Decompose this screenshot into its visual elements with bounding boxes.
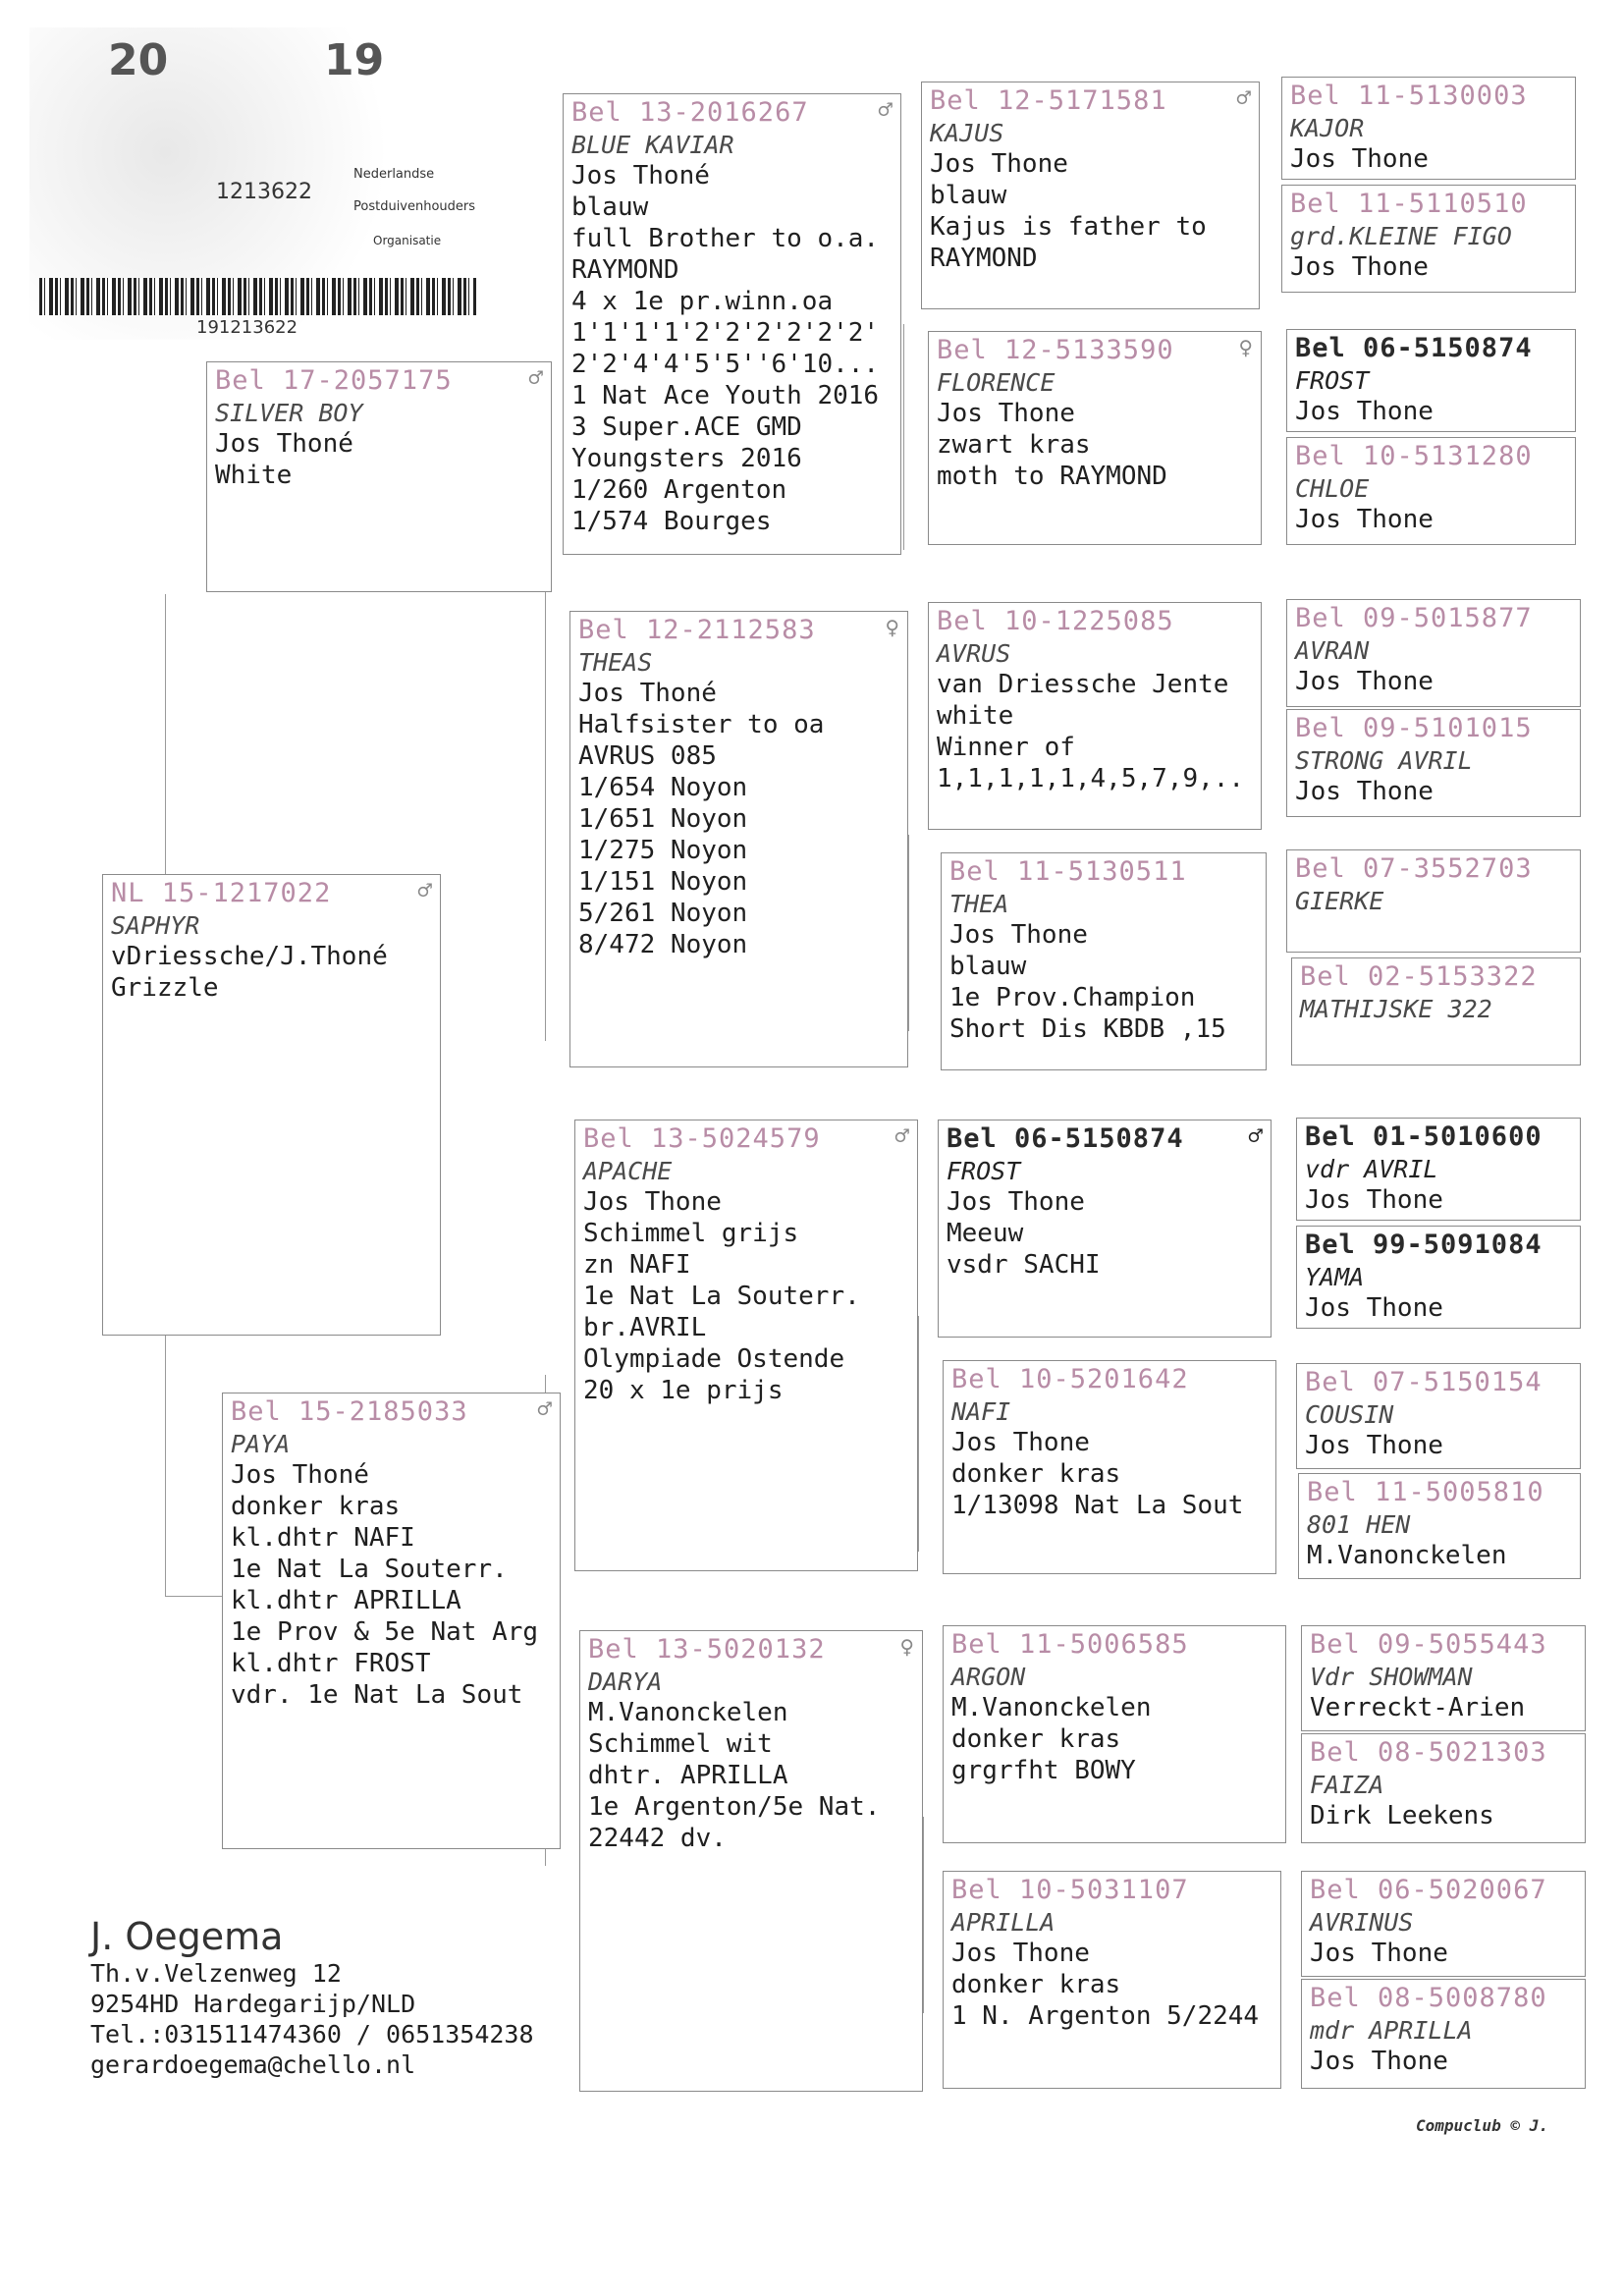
g4-card-14: [1301, 1733, 1586, 1843]
g3-line: Jos Thone: [930, 149, 1068, 179]
g2-line: 1e Nat La Souterr.: [583, 1282, 860, 1311]
g3-line: Jos Thone: [947, 1187, 1085, 1217]
g3-card-6: [943, 1360, 1276, 1574]
g3-card-4: [941, 852, 1267, 1070]
g4-ring: Bel 09-5101015: [1295, 713, 1533, 743]
g4-card-8: [1291, 957, 1581, 1066]
g4-name: FAIZA: [1310, 1771, 1384, 1799]
g2-line: br.AVRIL: [583, 1313, 707, 1342]
dam-line: vdr. 1e Nat La Sout: [231, 1680, 523, 1710]
g3-line: white: [937, 701, 1014, 731]
g2-line: 1/151 Noyon: [578, 867, 748, 897]
g3-line: donker kras: [951, 1970, 1121, 1999]
g3-card-8: [943, 1871, 1281, 2089]
g2-line: 3 Super.ACE GMD: [571, 412, 802, 442]
g4-name: YAMA: [1305, 1263, 1365, 1291]
g4-card-3: [1286, 329, 1576, 432]
g4-name: GIERKE: [1295, 887, 1384, 915]
g2-name: BLUE KAVIAR: [571, 131, 734, 159]
g2-line: 1/275 Noyon: [578, 836, 748, 865]
connector-dam-h: [165, 1596, 222, 1597]
g3-ring: Bel 10-5031107: [951, 1875, 1189, 1905]
stamp-ring-number: 1213622: [216, 180, 312, 204]
male-symbol: ♂: [1248, 1122, 1263, 1150]
g4-ring: Bel 01-5010600: [1305, 1121, 1543, 1152]
g3-line: RAYMOND: [930, 244, 1038, 273]
g4-ring: Bel 06-5150874: [1295, 333, 1533, 363]
sire-owner: vDriessche/J.Thoné: [111, 942, 388, 971]
g4-ring: Bel 99-5091084: [1305, 1229, 1543, 1260]
dam-line: kl.dhtr NAFI: [231, 1523, 415, 1553]
g4-ring: Bel 07-5150154: [1305, 1367, 1543, 1397]
owner-block: [90, 1915, 534, 2080]
g4-ring: Bel 11-5005810: [1307, 1477, 1544, 1507]
g4-name: Vdr SHOWMAN: [1310, 1663, 1473, 1691]
g4-card-12: [1298, 1473, 1581, 1579]
g2-line: 5/261 Noyon: [578, 899, 748, 928]
g4-name: KAJOR: [1290, 114, 1365, 142]
connector-g2-2: [908, 835, 909, 1031]
sire-ring: NL 15-1217022: [111, 878, 332, 908]
g3-ring: Bel 12-5171581: [930, 85, 1167, 116]
g3-card-1: [921, 82, 1260, 309]
g4-ring: Bel 09-5055443: [1310, 1629, 1547, 1660]
g3-line: Jos Thone: [951, 1939, 1090, 1968]
g3-ring: Bel 11-5006585: [951, 1629, 1189, 1660]
g2-line: M.Vanonckelen: [588, 1698, 788, 1727]
dam-line: Jos Thoné: [231, 1460, 369, 1490]
g2-line: Jos Thone: [583, 1187, 722, 1217]
g2-line: 1/651 Noyon: [578, 804, 748, 834]
g3-line: blauw: [949, 952, 1027, 981]
g4-name: AVRINUS: [1310, 1908, 1414, 1937]
g2-line: AVRUS 085: [578, 741, 717, 771]
g4-card-15: [1301, 1871, 1586, 1977]
g2-line: Youngsters 2016: [571, 444, 802, 473]
g3-name: ARGON: [951, 1663, 1026, 1691]
g2-line: Olympiade Ostende: [583, 1344, 845, 1374]
g2-line: zn NAFI: [583, 1250, 691, 1280]
g2-card-1: [563, 93, 901, 555]
dam-line: 1e Prov & 5e Nat Arg: [231, 1617, 539, 1647]
g4-card-6: [1286, 709, 1581, 817]
g3-line: blauw: [930, 181, 1007, 210]
g2-line: dhtr. APRILLA: [588, 1761, 788, 1790]
g2-name: APACHE: [583, 1157, 673, 1185]
g2-ring: Bel 13-5020132: [588, 1634, 826, 1665]
g4-line: Jos Thone: [1305, 1293, 1443, 1323]
g3-line: donker kras: [951, 1459, 1121, 1489]
dam-line: donker kras: [231, 1492, 401, 1521]
g4-card-13: [1301, 1625, 1586, 1731]
g4-line: Verreckt-Arien: [1310, 1693, 1526, 1722]
g4-line: Jos Thone: [1290, 252, 1429, 282]
g2-line: 1'1'1'1'2'2'2'2'2'2': [571, 318, 880, 348]
g4-ring: Bel 08-5021303: [1310, 1737, 1547, 1768]
g4-line: Jos Thone: [1310, 2047, 1448, 2076]
g3-line: van Driessche Jente: [937, 670, 1229, 699]
female-symbol: ♀: [1238, 334, 1253, 361]
g4-ring: Bel 10-5131280: [1295, 441, 1533, 471]
g2-line: Schimmel wit: [588, 1729, 773, 1759]
owner-name: J. Oegema: [90, 1915, 284, 1958]
g4-name: STRONG AVRIL: [1295, 746, 1473, 775]
connector-subject-dam: [165, 1336, 166, 1596]
g4-card-5: [1286, 599, 1581, 707]
g3-line: vsdr SACHI: [947, 1250, 1101, 1280]
owner-address: Th.v.Velzenweg 12: [90, 1959, 342, 1988]
g3-card-3: [928, 602, 1262, 830]
dam-name: PAYA: [231, 1430, 291, 1458]
g3-line: Meeuw: [947, 1219, 1024, 1248]
g2-line: 1 Nat Ace Youth 2016: [571, 381, 880, 410]
g2-card-4: [579, 1630, 923, 2092]
g2-ring: Bel 13-5024579: [583, 1123, 821, 1154]
g4-name: mdr APRILLA: [1310, 2016, 1473, 2045]
g3-line: 1e Prov.Champion: [949, 983, 1196, 1012]
g2-ring: Bel 13-2016267: [571, 97, 809, 128]
g4-line: Jos Thone: [1305, 1185, 1443, 1215]
g2-line: 2'2'4'4'5'5''6'10...: [571, 350, 880, 379]
g3-ring: Bel 10-1225085: [937, 606, 1174, 636]
g4-name: CHLOE: [1295, 474, 1370, 503]
barcode-number: 191213622: [196, 317, 298, 338]
g3-name: KAJUS: [930, 119, 1004, 147]
g4-name: MATHIJSKE 322: [1300, 995, 1492, 1023]
g2-line: 4 x 1e pr.winn.oa: [571, 287, 834, 316]
g4-name: vdr AVRIL: [1305, 1155, 1438, 1183]
g2-line: 1e Argenton/5e Nat.: [588, 1792, 881, 1822]
g4-line: Jos Thone: [1295, 397, 1434, 426]
dam-line: 1e Nat La Souterr.: [231, 1555, 508, 1584]
g4-ring: Bel 06-5020067: [1310, 1875, 1547, 1905]
g3-name: FLORENCE: [937, 368, 1056, 397]
g4-name: AVRAN: [1295, 636, 1370, 665]
g4-line: Jos Thone: [1295, 505, 1434, 534]
g3-line: Kajus is father to: [930, 212, 1207, 242]
connector-g2-4: [923, 1817, 924, 2013]
subject-ring: Bel 17-2057175: [215, 365, 453, 396]
g4-name: FROST: [1295, 366, 1370, 395]
g4-ring: Bel 02-5153322: [1300, 961, 1538, 992]
male-symbol: ♂: [528, 364, 543, 392]
g4-card-9: [1296, 1118, 1581, 1221]
male-symbol: ♂: [878, 96, 893, 124]
female-symbol: ♀: [885, 614, 899, 641]
g2-line: 22442 dv.: [588, 1824, 727, 1853]
g4-card-10: [1296, 1226, 1581, 1329]
connector-subject-sire: [165, 594, 166, 879]
g4-ring: Bel 08-5008780: [1310, 1983, 1547, 2013]
g2-line: Jos Thoné: [571, 161, 710, 191]
connector-sire-parents: [545, 589, 546, 1041]
g4-card-16: [1301, 1979, 1586, 2089]
g4-name: COUSIN: [1305, 1400, 1394, 1429]
male-symbol: ♂: [894, 1122, 909, 1150]
g2-line: Schimmel grijs: [583, 1219, 799, 1248]
g4-card-1: [1281, 77, 1576, 180]
g3-ring: Bel 12-5133590: [937, 335, 1174, 365]
g3-ring: Bel 06-5150874: [947, 1123, 1184, 1154]
subject-owner: Jos Thoné: [215, 429, 353, 459]
g3-line: Winner of: [937, 733, 1075, 762]
g4-line: M.Vanonckelen: [1307, 1541, 1507, 1570]
g4-line: Jos Thone: [1305, 1431, 1443, 1460]
g3-card-7: [943, 1625, 1286, 1843]
sire-color: Grizzle: [111, 973, 219, 1003]
male-symbol: ♂: [537, 1395, 552, 1423]
male-symbol: ♂: [1236, 84, 1251, 112]
g4-line: Jos Thone: [1295, 667, 1434, 696]
g2-line: 1/654 Noyon: [578, 773, 748, 802]
stamp-org-line3: Organisatie: [373, 234, 442, 247]
g4-card-2: [1281, 185, 1576, 293]
g2-line: RAYMOND: [571, 255, 679, 285]
g4-line: Jos Thone: [1310, 1939, 1448, 1968]
g4-ring: Bel 11-5130003: [1290, 81, 1528, 111]
g4-ring: Bel 07-3552703: [1295, 853, 1533, 884]
g4-name: 801 HEN: [1307, 1510, 1411, 1539]
g2-line: Halfsister to oa: [578, 710, 825, 739]
g4-ring: Bel 11-5110510: [1290, 189, 1528, 219]
g3-line: Jos Thone: [951, 1428, 1090, 1457]
g2-line: 1/260 Argenton: [571, 475, 787, 505]
sire-card: [102, 874, 441, 1336]
g4-card-4: [1286, 437, 1576, 545]
g3-line: moth to RAYMOND: [937, 462, 1167, 491]
g3-line: Short Dis KBDB ,15: [949, 1014, 1226, 1044]
g4-line: Jos Thone: [1295, 777, 1434, 806]
owner-email: gerardoegema@chello.nl: [90, 2050, 416, 2079]
stamp-org-line2: Postduivenhouders: [353, 199, 476, 214]
g2-line: 8/472 Noyon: [578, 930, 748, 959]
g3-name: APRILLA: [951, 1908, 1056, 1937]
barcode: [39, 278, 476, 315]
dam-line: kl.dhtr APRILLA: [231, 1586, 461, 1615]
connector-g2-3: [918, 1316, 919, 1552]
g2-line: 1/574 Bourges: [571, 507, 772, 536]
g3-name: THEA: [949, 890, 1009, 918]
ring-stamp-sticker: [29, 27, 483, 340]
connector-g2-1: [903, 324, 904, 550]
g3-line: 1 N. Argenton 5/2244: [951, 2001, 1260, 2031]
g3-line: M.Vanonckelen: [951, 1693, 1152, 1722]
stamp-org-line1: Nederlandse: [353, 167, 435, 182]
male-symbol: ♂: [417, 877, 432, 904]
sire-name: SAPHYR: [111, 911, 200, 940]
g3-name: AVRUS: [937, 639, 1011, 668]
g3-line: grgrfht BOWY: [951, 1756, 1136, 1785]
owner-city: 9254HD Hardegarijp/NLD: [90, 1990, 416, 2018]
dam-card: [222, 1393, 561, 1849]
g2-line: blauw: [571, 192, 649, 222]
g3-line: Jos Thone: [937, 399, 1075, 428]
female-symbol: ♀: [899, 1633, 914, 1661]
g3-name: NAFI: [951, 1397, 1011, 1426]
g2-card-3: [574, 1120, 918, 1571]
g4-card-7: [1286, 849, 1581, 953]
footer-credit: Compuclub © J.: [1416, 2116, 1548, 2135]
g3-card-2: [928, 331, 1262, 545]
g3-line: Jos Thone: [949, 920, 1088, 950]
subject-name: SILVER BOY: [215, 399, 363, 427]
g3-line: 1/13098 Nat La Sout: [951, 1491, 1244, 1520]
subject-color: White: [215, 461, 293, 490]
g3-line: zwart kras: [937, 430, 1091, 460]
g2-card-2: [569, 611, 908, 1067]
subject-card: [206, 361, 552, 592]
g4-line: Jos Thone: [1290, 144, 1429, 174]
g3-line: donker kras: [951, 1724, 1121, 1754]
dam-line: kl.dhtr FROST: [231, 1649, 431, 1678]
g3-line: 1,1,1,1,1,4,5,7,9,..: [937, 764, 1245, 793]
stamp-year-left: 20: [108, 35, 169, 85]
g3-card-5: [938, 1120, 1272, 1338]
g4-card-11: [1296, 1363, 1581, 1469]
g2-line: 20 x 1e prijs: [583, 1376, 784, 1405]
owner-phone: Tel.:031511474360 / 0651354238: [90, 2020, 534, 2049]
g2-line: Jos Thoné: [578, 679, 717, 708]
dam-ring: Bel 15-2185033: [231, 1396, 468, 1427]
g2-ring: Bel 12-2112583: [578, 615, 816, 645]
stamp-year-right: 19: [324, 35, 385, 85]
g3-name: FROST: [947, 1157, 1021, 1185]
g4-line: Dirk Leekens: [1310, 1801, 1494, 1831]
g3-ring: Bel 11-5130511: [949, 856, 1187, 887]
g4-name: grd.KLEINE FIGO: [1290, 222, 1512, 250]
g4-ring: Bel 09-5015877: [1295, 603, 1533, 633]
g2-name: THEAS: [578, 648, 653, 677]
g2-name: DARYA: [588, 1667, 663, 1696]
g2-line: full Brother to o.a.: [571, 224, 880, 253]
g3-ring: Bel 10-5201642: [951, 1364, 1189, 1394]
